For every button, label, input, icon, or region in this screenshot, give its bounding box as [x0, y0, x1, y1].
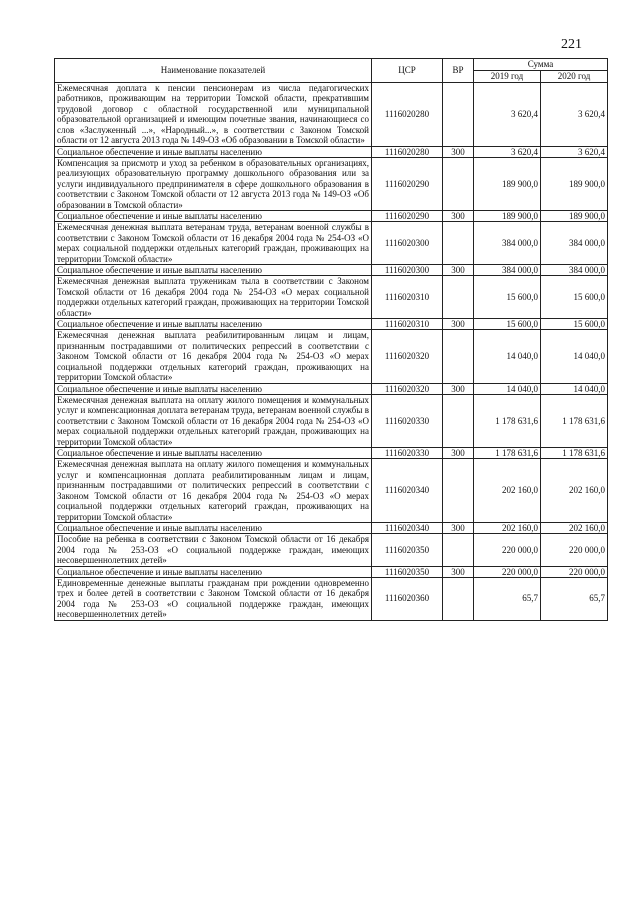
table-row	[55, 577, 608, 620]
table-row	[55, 330, 608, 384]
row-name: Пособие на ребенка в соответствии с Законом Томской области от 16 декабря 2004 года № 253-ОЗ «О социальной поддержке граждан, имеющих несовершеннолетних детей»	[55, 534, 372, 567]
row-vr	[443, 330, 474, 384]
row-code: 1116020290	[372, 157, 443, 211]
row-sum-2019: 189 900,0	[474, 211, 541, 222]
row-code: 1116020330	[372, 448, 443, 459]
row-vr: 300	[443, 383, 474, 394]
row-code: 1116020350	[372, 566, 443, 577]
row-vr	[443, 82, 474, 146]
table-row	[55, 82, 608, 146]
row-sum-2020: 384 000,0	[541, 222, 608, 265]
table-row	[55, 265, 608, 276]
row-vr	[443, 222, 474, 265]
table-row	[55, 319, 608, 330]
row-sum-2019: 15 600,0	[474, 276, 541, 319]
row-vr: 300	[443, 319, 474, 330]
row-name: Ежемесячная доплата к пенсии пенсионерам из числа педагогических работников, проживающим на территории Томской области, прекратившим трудовой договор с областной государственной или муниципальной образовательной организацией и имеющим почетные звания, начинающиеся со слов «Заслуженный ...», «Народный...», в соответствии с Законом Томской области от 12 августа 2013 года № 149-ОЗ «Об образовании в Томской области»	[55, 82, 372, 146]
row-sum-2019: 220 000,0	[474, 534, 541, 567]
row-sum-2019: 220 000,0	[474, 566, 541, 577]
table-row	[55, 534, 608, 567]
header-sum: Сумма	[474, 59, 608, 71]
row-code: 1116020330	[372, 394, 443, 448]
row-sum-2019: 384 000,0	[474, 222, 541, 265]
row-name: Ежемесячная денежная выплата реабилитированным лицам и лицам, признанным пострадавшими от политических репрессий в соответствии с Законом Томской области от 16 декабря 2004 года № 254-ОЗ «О мерах социальной поддержки отдельных категорий граждан, проживающих на территории Томской области»	[55, 330, 372, 384]
row-sum-2019: 15 600,0	[474, 319, 541, 330]
table-row	[55, 448, 608, 459]
row-name: Социальное обеспечение и иные выплаты населению	[55, 319, 372, 330]
row-vr	[443, 534, 474, 567]
table-row	[55, 459, 608, 523]
row-sum-2019: 202 160,0	[474, 459, 541, 523]
row-code: 1116020360	[372, 577, 443, 620]
row-code: 1116020320	[372, 383, 443, 394]
row-sum-2020: 1 178 631,6	[541, 394, 608, 448]
row-name: Ежемесячная денежная выплата ветеранам труда, ветеранам военной службы в соответствии с Законом Томской области от 16 декабря 2004 года № 254-ОЗ «О мерах социальной поддержки отдельных категорий граждан, проживающих на территории Томской области»	[55, 222, 372, 265]
table-row	[55, 566, 608, 577]
row-sum-2020: 15 600,0	[541, 319, 608, 330]
budget-table	[54, 58, 608, 621]
header-vr: ВР	[443, 59, 474, 83]
row-sum-2020: 3 620,4	[541, 82, 608, 146]
row-code: 1116020340	[372, 459, 443, 523]
row-name: Социальное обеспечение и иные выплаты населению	[55, 383, 372, 394]
row-name: Социальное обеспечение и иные выплаты населению	[55, 566, 372, 577]
row-code: 1116020280	[372, 146, 443, 157]
row-sum-2020: 220 000,0	[541, 534, 608, 567]
row-name: Социальное обеспечение и иные выплаты населению	[55, 523, 372, 534]
row-sum-2020: 202 160,0	[541, 523, 608, 534]
row-sum-2020: 189 900,0	[541, 157, 608, 211]
header-code: ЦСР	[372, 59, 443, 83]
row-vr	[443, 276, 474, 319]
row-name: Ежемесячная денежная выплата на оплату жилого помещения и коммунальных услуг и компенсационная доплата ветеранам труда, ветеранам военной службы в соответствии с Законом Томской области от 16 декабря 2004 года № 254-ОЗ «О мерах социальной поддержки отдельных категорий граждан, проживающих на территории Томской области»	[55, 394, 372, 448]
row-code: 1116020280	[372, 82, 443, 146]
table-row	[55, 157, 608, 211]
row-vr: 300	[443, 448, 474, 459]
row-code: 1116020290	[372, 211, 443, 222]
row-sum-2019: 1 178 631,6	[474, 394, 541, 448]
row-sum-2019: 3 620,4	[474, 82, 541, 146]
row-vr: 300	[443, 146, 474, 157]
table-row	[55, 211, 608, 222]
row-sum-2020: 14 040,0	[541, 383, 608, 394]
row-name: Социальное обеспечение и иные выплаты населению	[55, 146, 372, 157]
row-name: Компенсация за присмотр и уход за ребенком в образовательных организациях, реализующих образовательную программу дошкольного образования или за услуги индивидуального предпринимателя в сфере дошкольного образования в соответствии с Законом Томской области от 12 августа 2013 года № 149-ОЗ «Об образовании в Томской области»	[55, 157, 372, 211]
table-body	[55, 82, 608, 620]
row-sum-2020: 220 000,0	[541, 566, 608, 577]
table-row	[55, 276, 608, 319]
row-vr: 300	[443, 566, 474, 577]
row-vr	[443, 157, 474, 211]
table-row	[55, 146, 608, 157]
page-number: 221	[561, 37, 582, 52]
row-sum-2019: 14 040,0	[474, 330, 541, 384]
row-sum-2019: 202 160,0	[474, 523, 541, 534]
row-sum-2019: 3 620,4	[474, 146, 541, 157]
row-code: 1116020350	[372, 534, 443, 567]
row-vr: 300	[443, 523, 474, 534]
row-sum-2020: 15 600,0	[541, 276, 608, 319]
row-code: 1116020320	[372, 330, 443, 384]
row-code: 1116020300	[372, 222, 443, 265]
row-vr	[443, 394, 474, 448]
row-code: 1116020340	[372, 523, 443, 534]
table-row	[55, 394, 608, 448]
header-year-2019: 2019 год	[474, 70, 541, 82]
header-name: Наименование показателей	[55, 59, 372, 83]
row-name: Ежемесячная денежная выплата на оплату жилого помещения и коммунальных услуг и компенсационная доплата реабилитированным лицам и лицам, признанным пострадавшими от политических репрессий в соответствии с Законом Томской области от 16 декабря 2004 года № 254-ОЗ «О мерах социальной поддержки отдельных категорий граждан, проживающих на территории Томской области»	[55, 459, 372, 523]
row-sum-2019: 189 900,0	[474, 157, 541, 211]
row-sum-2020: 189 900,0	[541, 211, 608, 222]
row-vr: 300	[443, 211, 474, 222]
row-sum-2020: 1 178 631,6	[541, 448, 608, 459]
row-vr	[443, 577, 474, 620]
table-row	[55, 523, 608, 534]
row-sum-2020: 3 620,4	[541, 146, 608, 157]
row-code: 1116020310	[372, 276, 443, 319]
row-name: Ежемесячная денежная выплата труженикам тыла в соответствии с Законом Томской области от 16 декабря 2004 года № 254-ОЗ «О мерах социальной поддержки отдельных категорий граждан, проживающих на территории Томской области»	[55, 276, 372, 319]
row-name: Социальное обеспечение и иные выплаты населению	[55, 211, 372, 222]
row-sum-2019: 14 040,0	[474, 383, 541, 394]
row-code: 1116020300	[372, 265, 443, 276]
row-vr: 300	[443, 265, 474, 276]
row-sum-2019: 65,7	[474, 577, 541, 620]
header-year-2020: 2020 год	[541, 70, 608, 82]
row-sum-2020: 384 000,0	[541, 265, 608, 276]
row-sum-2019: 384 000,0	[474, 265, 541, 276]
row-vr	[443, 459, 474, 523]
row-sum-2020: 65,7	[541, 577, 608, 620]
row-sum-2020: 14 040,0	[541, 330, 608, 384]
row-name: Социальное обеспечение и иные выплаты населению	[55, 265, 372, 276]
table-row	[55, 222, 608, 265]
row-code: 1116020310	[372, 319, 443, 330]
row-name: Единовременные денежные выплаты гражданам при рождении одновременно трех и более детей в соответствии с Законом Томской области от 16 декабря 2004 года № 253-ОЗ «О социальной поддержке граждан, имеющих несовершеннолетних детей»	[55, 577, 372, 620]
row-name: Социальное обеспечение и иные выплаты населению	[55, 448, 372, 459]
row-sum-2020: 202 160,0	[541, 459, 608, 523]
row-sum-2019: 1 178 631,6	[474, 448, 541, 459]
table-row	[55, 383, 608, 394]
